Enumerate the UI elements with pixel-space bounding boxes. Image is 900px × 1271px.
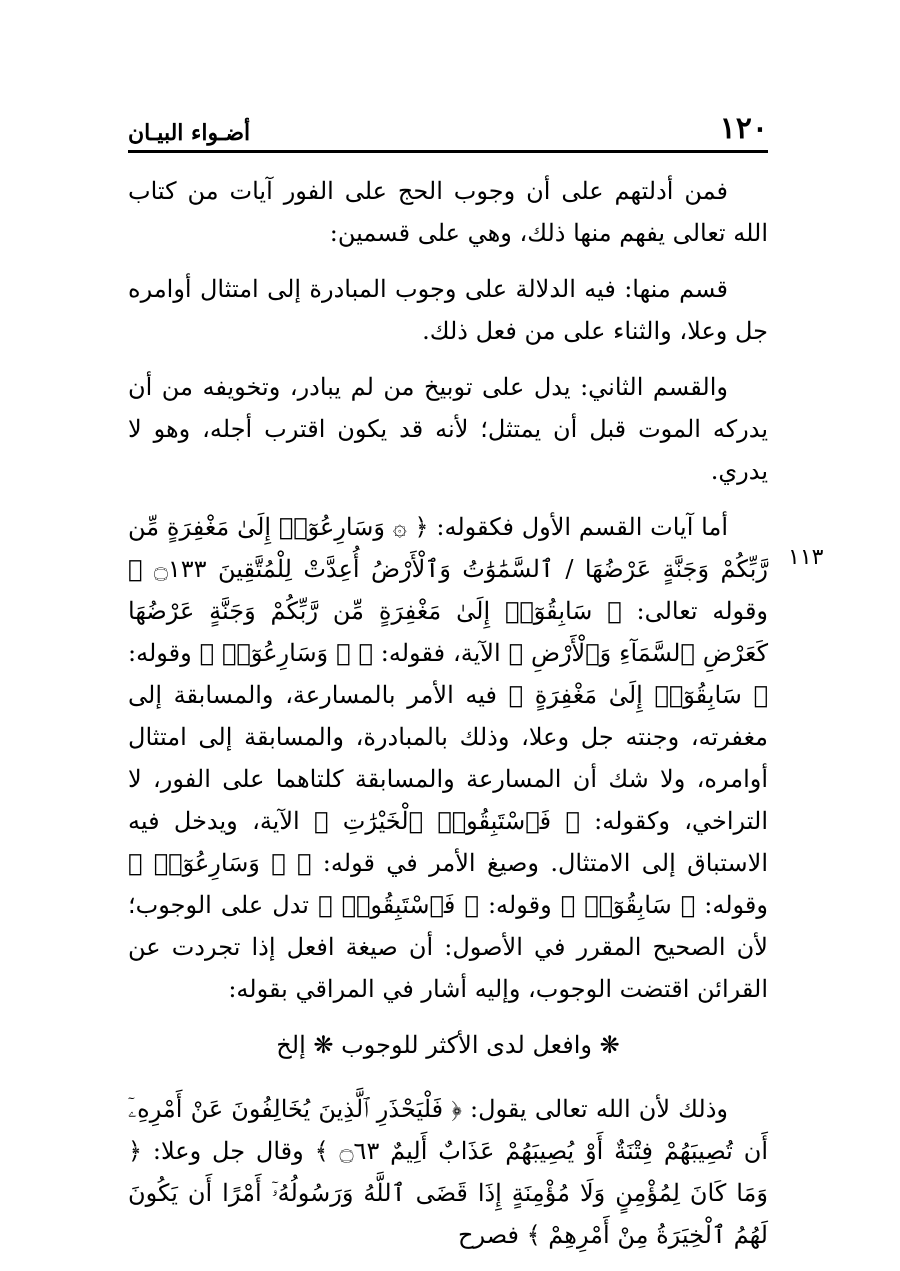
page-body: [128, 170, 768, 1270]
running-title: أضـواء البيـان: [128, 120, 251, 146]
poem-line: ❋ وافعل لدى الأكثر للوجوب ❋ إلخ: [276, 1031, 620, 1059]
paragraph-first-section: قسم منها: فيه الدلالة على وجوب المبادرة إلى امتثال أوامره جل وعلا، والثناء على من فعل ذلك.: [128, 275, 768, 345]
paragraph-intro: فمن أدلتهم على أن وجوب الحج على الفور آيات من كتاب الله تعالى يفهم منها ذلك، وهي على قسمين:: [128, 177, 768, 247]
paragraph-closing: وذلك لأن الله تعالى يقول: ﴿ فَلْيَحْذَرِ ٱلَّذِينَ يُخَالِفُونَ عَنْ أَمْرِهِۦٓ أَن تُصِيبَهُمْ فِتْنَةٌ أَوْ يُصِيبَهُمْ عَذَابٌ أَلِيمٌ ۝٦٣ ﴾ وقال جل وعلا: ﴿ وَمَا كَانَ لِمُؤْمِنٍ وَلَا مُؤْمِنَةٍ إِذَا قَضَى ٱللَّهُ وَرَسُولُهُۥٓ أَمْرًا أَن يَكُونَ لَهُمُ ٱلْخِيَرَةُ مِنْ أَمْرِهِمْ ﴾ فصرح: [128, 1095, 769, 1249]
paragraph-verses: أما آيات القسم الأول فكقوله: ﴿ ۞ وَسَارِعُوٓا۟ إِلَىٰ مَغْفِرَةٍ مِّن رَّبِّكُمْ وَجَنَّةٍ عَرْضُهَا / ٱلسَّمَٰوَٰتُ وَٱلْأَرْضُ أُعِدَّتْ لِلْمُتَّقِينَ ۝١٣٣ ﴾ وقوله تعالى: ﴿ سَابِقُوٓا۟ إِلَىٰ مَغْفِرَةٍ مِّن رَّبِّكُمْ وَجَنَّةٍ عَرْضُهَا كَعَرْضِ ٱلسَّمَآءِ وَٱلْأَرْضِ ﴾ الآية، فقوله: ﴿ ۞ وَسَارِعُوٓا۟ ﴾ وقوله: ﴿ سَابِقُوٓا۟ إِلَىٰ مَغْفِرَةٍ ﴾ فيه الأمر بالمسارعة، والمسابقة إلى مغفرته، وجنته جل وعلا، وذلك بالمبادرة، والمسابقة إلى امتثال أوامره، ولا شك أن المسارعة والمسابقة كلتاهما على الفور، لا التراخي، وكقوله: ﴿ فَٱسْتَبِقُوا۟ ٱلْخَيْرَٰتِ ﴾ الآية، ويدخل فيه الاستباق إلى الامتثال. وصيغ الأمر في قوله: ﴿ ۞ وَسَارِعُوٓا۟ ﴾ وقوله: ﴿ سَابِقُوٓا۟ ﴾ وقوله: ﴿ فَٱسْتَبِقُوا۟ ﴾ تدل على الوجوب؛ لأن الصحيح المقرر في الأصول: أن صيغة افعل إذا تجردت عن القرائن اقتضت الوجوب، وإليه أشار في المراقي بقوله:: [128, 513, 769, 1003]
header-rule: [128, 150, 768, 153]
page-header: [128, 110, 768, 150]
page-number: ١٢٠: [719, 111, 768, 146]
margin-page-marker: ١١٣: [788, 545, 824, 570]
paragraph-second-section: والقسم الثاني: يدل على توبيخ من لم يبادر، وتخويفه من أن يدركه الموت قبل أن يمتثل؛ لأنه قد يكون اقترب أجله، وهو لا يدري.: [128, 373, 768, 485]
